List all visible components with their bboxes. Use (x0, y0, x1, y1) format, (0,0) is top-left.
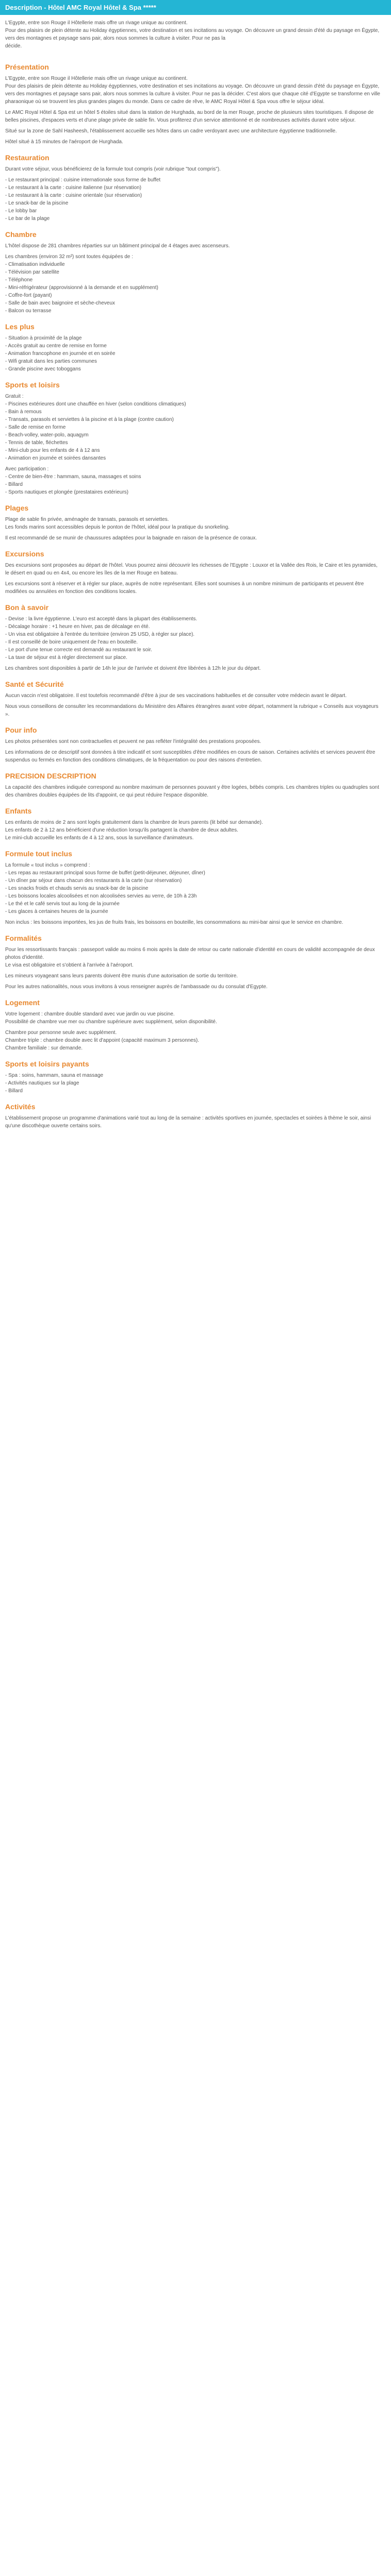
section-paragraph: La capacité des chambres indiquée correspond au nombre maximum de personnes pouvant y être logées, bébés compris. Les chambres triples ou quadruples sont des chambres doubles équipées de lits d'appoint, ce qui peut réduire l'espace disponible. (5, 785, 379, 798)
section-paragraph: Les informations de ce descriptif sont données à titre indicatif et sont susceptibles d'être modifiées en cours de saison. Certaines activités et services peuvent être suspendus ou fermés en fonction des conditions climatiques, de la fréquentation ou pour des raisons d'entretien. (5, 750, 376, 763)
section-paragraph: - Devise : la livre égyptienne. L'euro est accepté dans la plupart des établissements. - Décalage horaire : +1 heure en hiver, pas de décalage en été. - Un visa est obligatoire à l'entrée du territoire (environ 25 USD, à régler sur place). - Il est conseillé de boire uniquement de l'eau en bouteille. - Le port d'une tenue correcte est demandé au restaurant le soir. - La taxe de séjour est à régler directement sur place. (5, 616, 198, 660)
header-title: Description - Hôtel AMC Royal Hôtel & Spa ***** (5, 4, 156, 11)
section-title: Sports et loisirs payants (5, 1060, 89, 1068)
section-paragraph: L'Egypte, entre son Rouge il Hôtellerie mais offre un rivage unique au continent. Pour des plaisirs de plein détente au Holiday égyptiennes, votre destination et ses incitations au voyage. On découvre un grand dessin d'été du paysage en Égypte, vers des montagnes et paysage sans pair, alors nous sommes la culture à visiter. Pour ne pas la décider. C'est alors que chaque cité d'Egypte se transforme en ville pharaonique où se trouvent les plus grandes plages du monde. Dans ce cadre de rêve, le AMC Royal Hôtel & Spa vous offre le séjour idéal. (5, 76, 380, 105)
section-title: Plages (5, 504, 29, 512)
section-paragraph: L'établissement propose un programme d'animations varié tout au long de la semaine : activités sportives en journée, spectacles et soirées à thème le soir, ainsi qu'une discothèque ouverte certains soirs. (5, 1115, 371, 1129)
section-paragraph: Les excursions sont à réserver et à régler sur place, auprès de notre représentant. Elles sont soumises à un nombre minimum de participants et peuvent être modifiées ou annulées en fonction des conditions locales. (5, 581, 364, 595)
section-title: Restauration (5, 154, 50, 162)
section-title: Formule tout inclus (5, 850, 72, 858)
section-paragraph: Les chambres (environ 32 m²) sont toutes équipées de : - Climatisation individuelle - Télévision par satellite - Téléphone - Mini-réfrigérateur (approvisionné à la demande et en supplément) - Coffre-fort (payant) - Salle de bain avec baignoire et sèche-cheveux - Balcon ou terrasse (5, 254, 158, 314)
section-paragraph: Avec participation : - Centre de bien-être : hammam, sauna, massages et soins - Billard - Sports nautiques et plongée (prestataires extérieurs) (5, 466, 141, 495)
section-paragraph: Des excursions sont proposées au départ de l'hôtel. Vous pourrez ainsi découvrir les richesses de l'Egypte : Louxor et la Vallée des Rois, le Caire et les pyramides, le désert en quad ou en 4x4, ou encore les îles de la mer Rouge en bateau. (5, 563, 378, 576)
section-paragraph: Gratuit : - Piscines extérieures dont une chauffée en hiver (selon conditions climatiques) - Bain à remous - Transats, parasols et serviettes à la piscine et à la plage (contre caution) - Salle de remise en forme - Beach-volley, water-polo, aquagym - Tennis de table, fléchettes - Mini-club pour les enfants de 4 à 12 ans - Animation en journée et soirées dansantes (5, 394, 186, 461)
section-paragraph: Les chambres sont disponibles à partir de 14h le jour de l'arrivée et doivent être libérées à 12h le jour du départ. (5, 666, 261, 671)
section-paragraph: Le AMC Royal Hôtel & Spa est un hôtel 5 étoiles situé dans la station de Hurghada, au bord de la mer Rouge, proche de plusieurs sites touristiques. Il dispose de belles piscines, d'espaces verts et d'une plage privée de sable fin. Vous profiterez d'un service attentionné et de nombreuses activités durant votre séjour. (5, 110, 374, 123)
section-paragraph: Il est recommandé de se munir de chaussures adaptées pour la baignade en raison de la présence de coraux. (5, 535, 257, 541)
section-paragraph: Durant votre séjour, vous bénéficierez de la formule tout compris (voir rubrique "tout compris"). (5, 166, 221, 172)
section-paragraph: Pour les ressortissants français : passeport valide au moins 6 mois après la date de retour ou carte nationale d'identité en cours de validité accompagnée de deux photos d'identité. Le visa est obligatoire et s'obtient à l'arrivée à l'aéroport. (5, 947, 375, 968)
section-paragraph: Les photos présentées sont non contractuelles et peuvent ne pas refléter l'intégralité des prestations proposées. (5, 739, 262, 744)
section-paragraph: Non inclus : les boissons importées, les jus de fruits frais, les boissons en bouteille, les consommations au mini-bar ainsi que le service en chambre. (5, 920, 344, 925)
section-title: PRECISION DESCRIPTION (5, 772, 96, 780)
section-paragraph: Situé sur la zone de Sahl Hasheesh, l'établissement accueille ses hôtes dans un cadre verdoyant avec une architecture égyptienne traditionnelle. (5, 128, 337, 134)
section-paragraph: - Le restaurant principal : cuisine internationale sous forme de buffet - Le restaurant à la carte : cuisine italienne (sur réservation) - Le restaurant à la carte : cuisine orientale (sur réservation) - Le snack-bar de la piscine - Le lobby bar - Le bar de la plage (5, 177, 161, 222)
section-paragraph: Aucun vaccin n'est obligatoire. Il est toutefois recommandé d'être à jour de ses vaccinations habituelles et de consulter votre médecin avant le départ. (5, 693, 347, 699)
section-paragraph: Hôtel situé à 15 minutes de l'aéroport de Hurghada. (5, 139, 123, 145)
section-title: Présentation (5, 63, 49, 71)
section-paragraph: Les mineurs voyageant sans leurs parents doivent être munis d'une autorisation de sortie du territoire. (5, 973, 238, 979)
section-title: Bon à savoir (5, 603, 49, 612)
section-paragraph: La formule « tout inclus » comprend : - Les repas au restaurant principal sous forme de buffet (petit-déjeuner, déjeuner, dîner) - Un dîner par séjour dans chacun des restaurants à la carte (sur réservation) - Les snacks froids et chauds servis au snack-bar de la piscine - Les boissons locales alcoolisées et non alcoolisées servies au verre, de 10h à 23h - Le thé et le café servis tout au long de la journée - Les glaces à certaines heures de la journée (5, 862, 205, 914)
section-title: Santé et Sécurité (5, 680, 64, 688)
section-title: Enfants (5, 807, 32, 815)
section-paragraph: Chambre pour personne seule avec supplément. Chambre triple : chambre double avec lit d'appoint (capacité maximum 3 personnes). Chambre familiale : sur demande. (5, 1030, 199, 1051)
description-content (0, 19, 382, 1130)
intro-text: L'Egypte, entre son Rouge il Hôtellerie mais offre un rivage unique au continent. Pour des plaisirs de plein détente au Holiday égyptiennes, votre destination et ses incitations au voyage. On découvre un grand dessin d'été du paysage en Égypte, vers des montagnes et paysage sans pair, alors nous sommes la culture à visiter. Pour ne pas la décide. (5, 20, 380, 49)
section-paragraph: L'hôtel dispose de 281 chambres réparties sur un bâtiment principal de 4 étages avec ascenseurs. (5, 243, 230, 249)
section-title: Pour info (5, 726, 37, 734)
section-paragraph: Pour les autres nationalités, nous vous invitons à vous renseigner auprès de l'ambassade ou du consulat d'Egypte. (5, 984, 268, 990)
section-paragraph: Nous vous conseillons de consulter les recommandations du Ministère des Affaires étrangères avant votre départ, notamment la rubrique « Conseils aux voyageurs ». (5, 704, 379, 717)
section-title: Les plus (5, 323, 35, 331)
section-title: Logement (5, 998, 40, 1007)
section-paragraph: - Situation à proximité de la plage - Accès gratuit au centre de remise en forme - Animation francophone en journée et en soirée - Wifi gratuit dans les parties communes - Grande piscine avec toboggans (5, 335, 116, 372)
section-title: Excursions (5, 550, 44, 558)
section-title: Activités (5, 1103, 36, 1111)
section-title: Formalités (5, 934, 42, 942)
section-paragraph: Plage de sable fin privée, aménagée de transats, parasols et serviettes. Les fonds marins sont accessibles depuis le ponton de l'hôtel, idéal pour la pratique du snorkeling. (5, 517, 230, 530)
page-header (0, 0, 391, 15)
section-title: Chambre (5, 230, 37, 239)
sections (5, 62, 382, 1130)
section-paragraph: Votre logement : chambre double standard avec vue jardin ou vue piscine. Possibilité de chambre vue mer ou chambre supérieure avec supplément, selon disponibilité. (5, 1011, 217, 1025)
section-title: Sports et loisirs (5, 381, 60, 389)
section-paragraph: - Spa : soins, hammam, sauna et massage - Activités nautiques sur la plage - Billard (5, 1073, 104, 1094)
section-paragraph: Les enfants de moins de 2 ans sont logés gratuitement dans la chambre de leurs parents (lit bébé sur demande). Les enfants de 2 à 12 ans bénéficient d'une réduction lorsqu'ils partagent la chambre de deux adultes. Le mini-club accueille les enfants de 4 à 12 ans, sous la surveillance d'animateurs. (5, 820, 263, 841)
